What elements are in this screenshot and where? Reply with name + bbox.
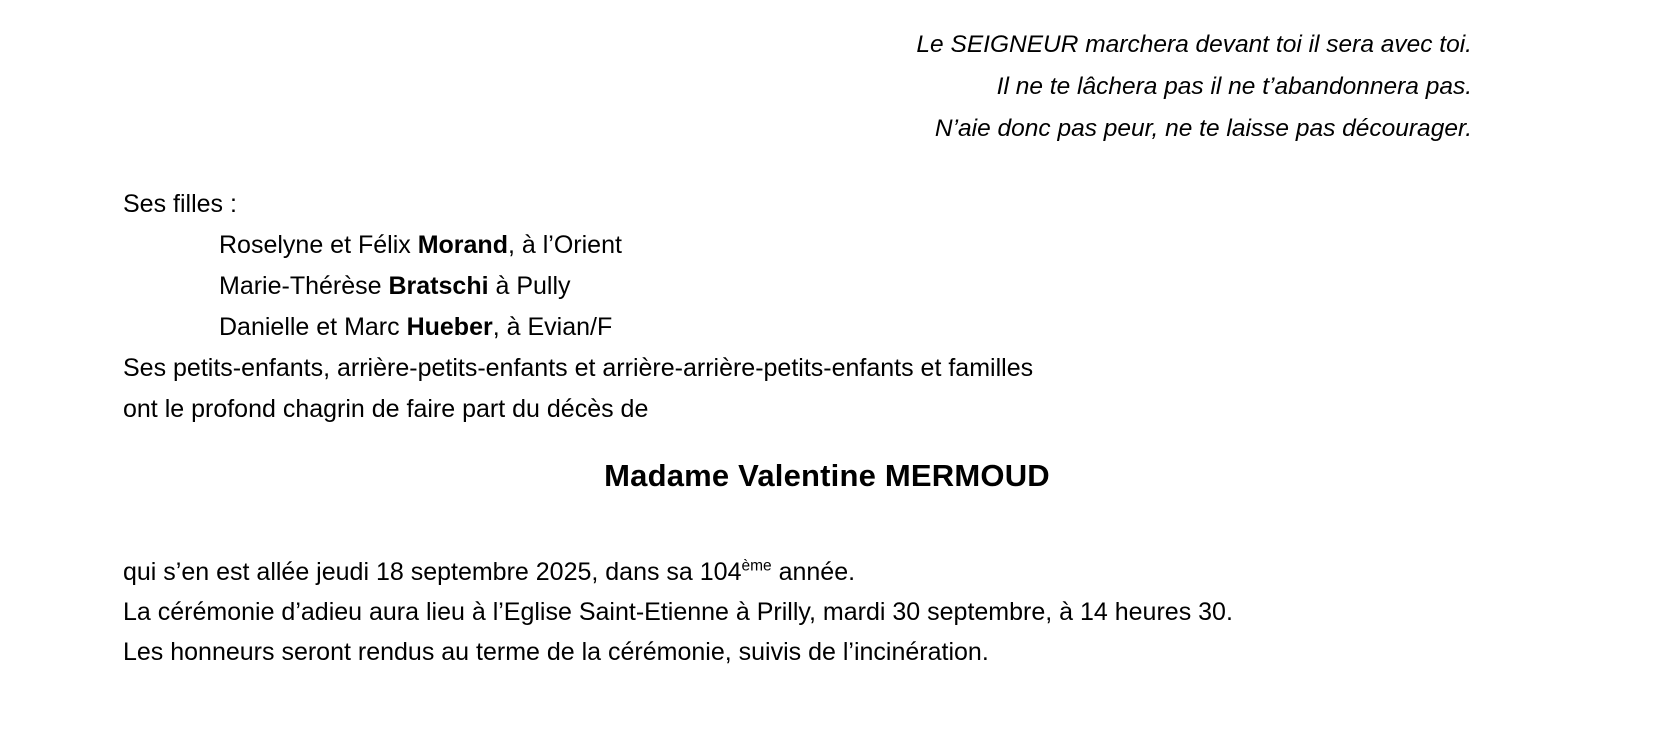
deceased-name: Madame Valentine MERMOUD	[604, 458, 1050, 493]
daughter-suffix: , à l’Orient	[507, 231, 622, 259]
daughter-surname: Hueber	[406, 313, 493, 341]
daughter-suffix: à Pully	[488, 272, 571, 300]
daughter-prefix: Marie-Thérèse	[219, 272, 389, 300]
descendants-line: Ses petits-enfants, arrière-petits-enfants et arrière-arrière-petits-enfants et familles	[123, 354, 1034, 382]
epigraph-line-2: Il ne te lâchera pas il ne t’abandonnera pas.	[996, 73, 1472, 100]
closing-line-1	[123, 552, 1233, 592]
announcement-line: ont le profond chagrin de faire part du décès de	[123, 395, 649, 423]
family-intro: Ses filles :	[123, 190, 237, 218]
closing-line-1-prefix: qui s’en est allée jeudi 18 septembre 2025, dans sa 104	[123, 558, 742, 586]
epigraph-line-3: N’aie donc pas peur, ne te laisse pas décourager.	[934, 115, 1472, 142]
epigraph-line-1: Le SEIGNEUR marchera devant toi il sera avec toi.	[916, 31, 1472, 58]
daughter-suffix: , à Evian/F	[492, 313, 613, 341]
family-block	[123, 184, 1033, 430]
ordinal-suffix: ème	[741, 557, 772, 575]
closing-line-3: Les honneurs seront rendus au terme de la cérémonie, suivis de l’incinération.	[123, 638, 989, 666]
closing-line-2: La cérémonie d’adieu aura lieu à l’Eglise Saint-Etienne à Prilly, mardi 30 septembre, à 14 heures 30.	[123, 598, 1233, 626]
daughter-row	[123, 225, 1033, 266]
daughter-row	[123, 307, 1033, 348]
daughter-surname: Bratschi	[388, 272, 489, 300]
epigraph-block	[916, 24, 1472, 150]
closing-line-1-suffix: année.	[771, 558, 856, 586]
closing-block	[123, 552, 1233, 672]
daughter-prefix: Roselyne et Félix	[219, 231, 418, 259]
daughter-prefix: Danielle et Marc	[219, 313, 407, 341]
daughter-surname: Morand	[417, 231, 508, 259]
daughter-row	[123, 266, 1033, 307]
